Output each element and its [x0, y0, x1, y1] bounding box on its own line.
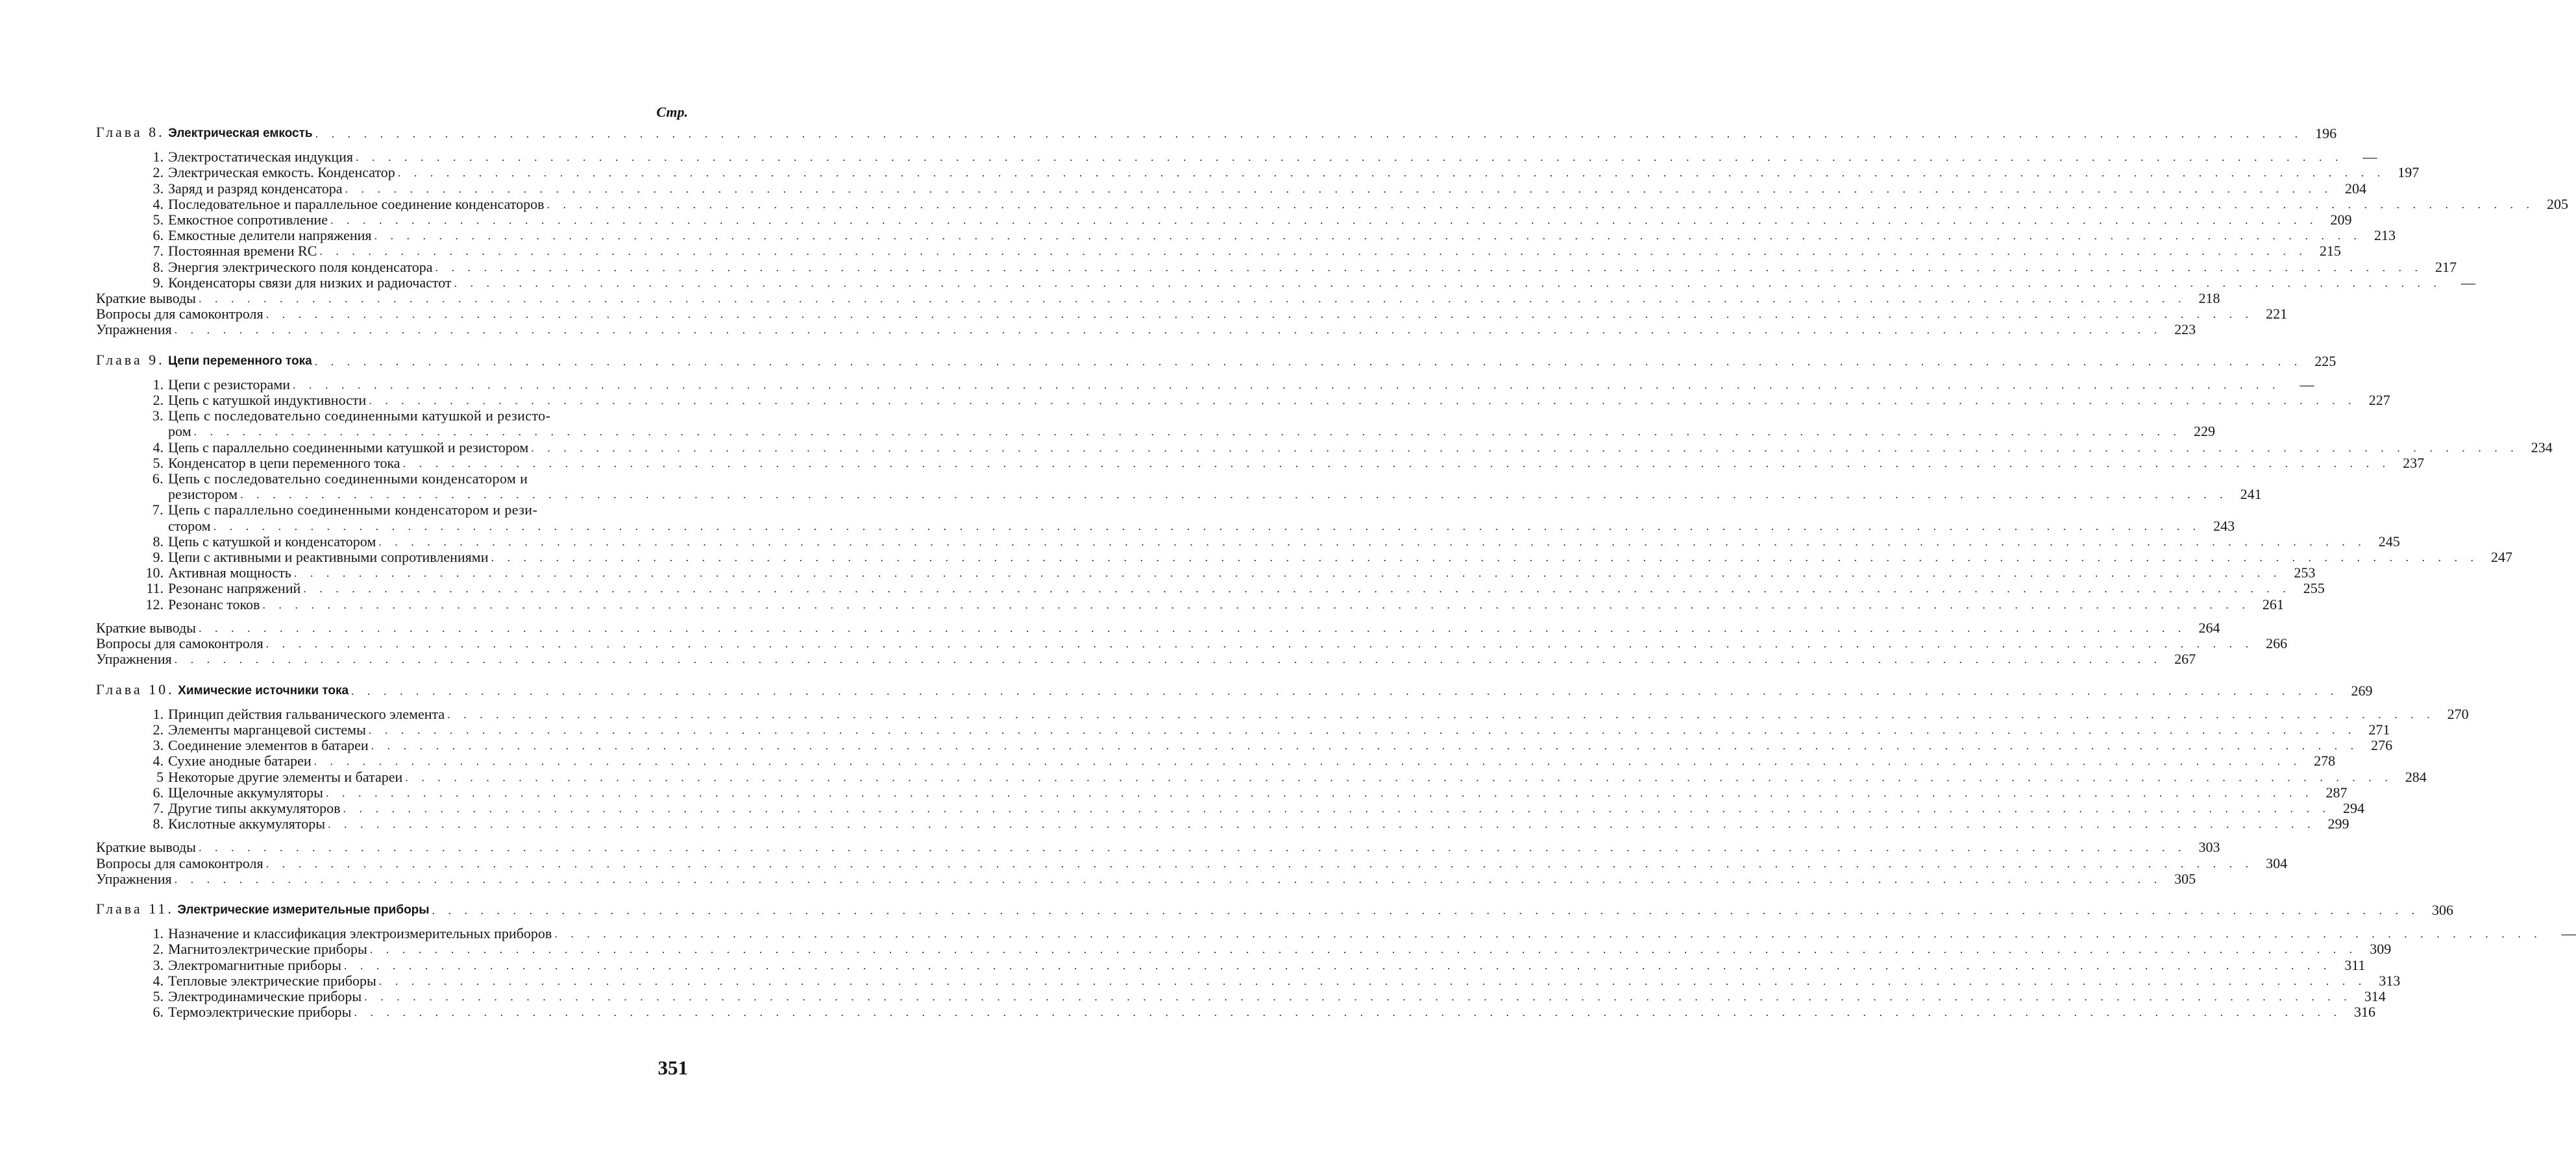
entry-title: Тепловые электрические приборы	[168, 972, 376, 989]
entry-page: 294	[2343, 799, 2365, 816]
dot-leader	[199, 291, 2187, 306]
entry-page: 303	[2198, 839, 2220, 856]
chapter-title: Электрическая емкость	[168, 127, 313, 140]
entry-number: 9.	[153, 274, 164, 291]
dot-leader	[194, 424, 2182, 439]
entry-number: 3.	[153, 180, 164, 197]
dot-leader	[303, 581, 2291, 596]
wrapped-entry	[144, 471, 2232, 502]
dot-leader	[266, 306, 2254, 322]
chapter-title: Электрические измерительные приборы	[177, 903, 430, 917]
entry-text	[144, 1004, 351, 1020]
entry-page: 304	[2266, 854, 2288, 871]
chapter-title-group	[96, 125, 313, 141]
toc-entry	[96, 549, 2512, 566]
toc-entry	[96, 258, 2457, 275]
toc-entry	[96, 533, 2400, 550]
entry-number: 4.	[153, 753, 164, 769]
toc-entry	[96, 392, 2390, 409]
toc-entry	[96, 784, 2348, 801]
dot-leader	[314, 753, 2302, 769]
entry-title: Цепь с катушкой индуктивности	[168, 392, 367, 409]
entry-page: 213	[2374, 227, 2396, 244]
entry-title: Элементы марганцевой системы	[168, 721, 366, 738]
entry-title: Последовательное и параллельное соединение конденсаторов	[168, 195, 545, 212]
entry-title: Электродинамические приборы	[168, 987, 362, 1004]
entry-page: 276	[2371, 737, 2393, 754]
entry-page: 218	[2198, 290, 2220, 307]
entry-title: Вопросы для самоконтроля	[96, 854, 264, 871]
dot-leader	[432, 903, 2420, 918]
entry-title-continued: резистором	[168, 486, 238, 503]
entry-number: 6.	[152, 470, 164, 487]
toc-entry	[96, 816, 2349, 832]
dot-leader	[403, 455, 2391, 471]
entry-page: 264	[2198, 619, 2220, 636]
entry-number: 5.	[153, 987, 164, 1004]
toc-entry	[96, 972, 2401, 989]
entry-text	[144, 597, 260, 612]
toc-entry	[96, 321, 2196, 338]
entry-title: Постоянная времени RC	[168, 243, 317, 260]
dot-leader	[266, 856, 2254, 871]
entry-text	[144, 753, 312, 769]
entry-number: 7.	[153, 243, 164, 260]
entry-text	[144, 926, 552, 941]
dot-leader	[398, 165, 2386, 180]
dot-leader	[364, 989, 2352, 1004]
entry-page: 253	[2294, 564, 2316, 581]
toc-entry	[96, 454, 2425, 471]
entry-page: 223	[2174, 321, 2196, 338]
entry-title: Соединение элементов в батареи	[168, 737, 369, 754]
entry-number: 10.	[145, 564, 164, 581]
chapter-title-group	[96, 352, 312, 369]
entry-page: 266	[2266, 635, 2288, 652]
entry-number: 2.	[153, 721, 164, 738]
chapter-page: 269	[2351, 682, 2373, 699]
dot-leader	[554, 926, 2542, 941]
entry-text	[144, 941, 367, 957]
toc-entry	[96, 149, 2377, 165]
dot-leader	[378, 534, 2366, 550]
table-of-contents	[96, 124, 2576, 1034]
entry-page: 234	[2531, 439, 2553, 455]
entry-page: 217	[2435, 258, 2457, 275]
dot-leader	[175, 322, 2163, 337]
entry-number: 1.	[153, 705, 164, 722]
toc-entry	[96, 854, 2288, 871]
entry-page: 311	[2344, 956, 2366, 973]
toc-entry	[96, 956, 2366, 973]
chapter-label: Глава 10.	[96, 681, 175, 697]
entry-number: 4.	[153, 439, 164, 455]
toc-entry	[96, 870, 2196, 887]
dot-leader	[199, 840, 2187, 855]
entry-page: 309	[2370, 941, 2392, 958]
entry-page: 205	[2547, 195, 2568, 212]
entry-text	[144, 958, 341, 973]
entry-number: 7.	[153, 799, 164, 816]
wrapped-entry	[144, 408, 2185, 439]
entry-text	[144, 243, 317, 259]
toc-entry	[96, 274, 2476, 291]
entry-page: 314	[2364, 987, 2386, 1004]
entry-number: 8.	[153, 258, 164, 275]
entry-text	[144, 455, 400, 471]
entry-line	[144, 487, 2232, 502]
chapter-title-group	[96, 901, 430, 918]
entry-number: 2.	[153, 392, 164, 409]
entry-page: 255	[2303, 580, 2325, 597]
entry-number: 3.	[153, 956, 164, 973]
entry-number: 7.	[152, 502, 164, 518]
entry-text	[144, 534, 376, 550]
entry-text	[144, 197, 545, 212]
toc-entry	[96, 180, 2367, 197]
chapter-heading	[96, 681, 2373, 699]
dot-leader	[315, 354, 2303, 369]
dot-leader	[371, 738, 2359, 753]
toc-entry	[96, 651, 2196, 668]
entry-title: Конденсаторы связи для низких и радиочастот	[168, 274, 452, 291]
entry-number: 11.	[146, 580, 164, 597]
dot-leader	[454, 275, 2442, 291]
dot-leader	[374, 228, 2362, 243]
entry-number: 2.	[153, 164, 164, 181]
entry-page: 243	[2213, 517, 2235, 534]
entry-title: Некоторые другие элементы и батареи	[168, 768, 403, 785]
chapter-heading	[96, 900, 2454, 918]
entry-title: Краткие выводы	[96, 290, 196, 307]
toc-entry	[96, 564, 2316, 581]
dot-leader	[379, 973, 2367, 989]
entry-title: Цепи с резисторами	[168, 376, 291, 393]
entry-page: —	[2362, 149, 2377, 165]
chapter-heading	[96, 124, 2337, 141]
entry-page: 278	[2314, 753, 2336, 769]
entry-text	[144, 260, 432, 275]
chapter-block	[96, 351, 2553, 668]
entry-line	[144, 518, 2205, 534]
dot-leader	[330, 212, 2318, 228]
entry-page: 227	[2368, 392, 2390, 409]
entry-line	[144, 408, 2185, 424]
entry-number: 9.	[153, 549, 164, 566]
entry-number: 3.	[152, 407, 164, 424]
entry-number: 2.	[153, 941, 164, 958]
entry-text	[144, 785, 323, 801]
entry-number: 3.	[153, 737, 164, 754]
entry-page: 209	[2330, 212, 2352, 228]
entry-title: Цепь с параллельно соединенными катушкой и резистором	[168, 439, 529, 455]
entry-line	[144, 471, 2232, 487]
dot-leader	[345, 181, 2333, 197]
entry-title: Краткие выводы	[96, 839, 196, 856]
toc-entry	[96, 987, 2386, 1004]
entry-page: 305	[2174, 870, 2196, 887]
entry-page: 221	[2266, 306, 2288, 322]
dot-leader	[199, 620, 2187, 636]
entry-number: 5	[156, 768, 164, 785]
entry-title: Упражнения	[96, 321, 172, 338]
entry-title: Упражнения	[96, 870, 172, 887]
entry-page: —	[2461, 274, 2476, 291]
entry-page: 270	[2447, 705, 2469, 722]
entry-text	[144, 228, 372, 243]
chapter-block	[96, 900, 2576, 1021]
toc-entry	[96, 164, 2420, 181]
dot-leader	[369, 722, 2357, 738]
page-number: 351	[657, 1056, 688, 1079]
entry-text	[144, 275, 452, 291]
entry-number: 1.	[153, 925, 164, 942]
toc-entry	[96, 306, 2288, 322]
entry-title: Емкостное сопротивление	[168, 212, 328, 228]
entry-text	[144, 738, 369, 753]
toc-entry	[96, 290, 2220, 307]
entry-number: 6.	[153, 227, 164, 244]
entry-title: Кислотные аккумуляторы	[168, 816, 326, 832]
entry-text	[144, 973, 376, 989]
entry-text	[144, 581, 301, 596]
entry-title: Энергия электрического поля конденсатора	[168, 258, 433, 275]
toc-entry	[96, 768, 2427, 785]
dot-leader	[262, 597, 2250, 612]
entry-page: 197	[2398, 164, 2420, 181]
entry-title: Другие типы аккумуляторов	[168, 799, 341, 816]
entry-number: 6.	[153, 1004, 164, 1021]
entry-text	[144, 393, 366, 408]
dot-leader	[315, 126, 2303, 141]
entry-page: 284	[2405, 768, 2427, 785]
entry-page: 247	[2491, 549, 2512, 566]
chapter-page: 196	[2315, 125, 2337, 141]
toc-entry	[96, 580, 2325, 597]
entry-title: Резонанс токов	[168, 596, 260, 612]
entry-title: Магнитоэлектрические приборы	[168, 941, 367, 958]
dot-leader	[175, 651, 2163, 667]
entry-page: 237	[2403, 454, 2425, 471]
toc-entry	[96, 635, 2288, 652]
dot-leader	[405, 769, 2393, 785]
toc-entry	[96, 227, 2396, 244]
entry-title: Вопросы для самоконтроля	[96, 635, 264, 652]
entry-title: Назначение и классификация электроизмерительных приборов	[168, 925, 552, 942]
entry-text	[144, 769, 402, 785]
entry-page: 313	[2379, 972, 2401, 989]
wrapped-entry	[144, 502, 2205, 533]
entry-title: Электрическая емкость. Конденсатор	[168, 164, 395, 181]
entry-page: 271	[2368, 721, 2390, 738]
entry-page: 261	[2262, 596, 2284, 612]
toc-entry	[96, 619, 2220, 636]
toc-entry	[96, 1004, 2375, 1021]
toc-entry	[96, 799, 2365, 816]
dot-leader	[356, 149, 2344, 165]
entry-text	[144, 181, 343, 197]
dot-leader	[447, 707, 2435, 722]
entry-page: —	[2300, 376, 2314, 393]
entry-page: 241	[2240, 486, 2262, 503]
dot-leader	[343, 801, 2331, 816]
entry-title: Конденсатор в цепи переменного тока	[168, 454, 400, 471]
entry-title: Электромагнитные приборы	[168, 956, 341, 973]
chapter-page: 306	[2432, 901, 2454, 918]
chapter-title-group	[96, 682, 349, 699]
dot-leader	[294, 565, 2282, 581]
toc-entry	[96, 376, 2314, 393]
entry-text	[144, 816, 325, 832]
dot-leader	[531, 440, 2519, 455]
chapter-title: Химические источники тока	[178, 683, 349, 697]
dot-leader	[344, 958, 2332, 973]
toc-entry	[96, 705, 2469, 722]
entry-title: Упражнения	[96, 651, 172, 668]
toc-entry	[96, 721, 2390, 738]
toc-entry	[96, 737, 2393, 754]
chapter-title: Цепи переменного тока	[168, 354, 312, 368]
entry-page: 204	[2345, 180, 2367, 197]
dot-leader	[214, 518, 2202, 534]
chapter-block	[96, 124, 2568, 338]
entry-title: Вопросы для самоконтроля	[96, 306, 264, 322]
entry-page: 245	[2378, 533, 2400, 550]
entry-text	[144, 149, 353, 165]
entry-line	[144, 424, 2185, 439]
entry-title-continued: ром	[168, 423, 191, 440]
entry-text	[144, 212, 328, 228]
chapter-heading	[96, 351, 2337, 369]
toc-entry	[96, 925, 2576, 942]
dot-leader	[240, 487, 2228, 502]
entry-text	[144, 989, 362, 1004]
toc-entry	[96, 941, 2392, 958]
entry-title: Щелочные аккумуляторы	[168, 784, 323, 801]
toc-entry	[96, 839, 2220, 856]
dot-leader	[435, 260, 2423, 275]
entry-number: 4.	[153, 195, 164, 212]
entry-text	[144, 722, 366, 738]
entry-text	[144, 707, 445, 722]
entry-number: 5.	[153, 212, 164, 228]
entry-title: Цепь с катушкой и конденсатором	[168, 533, 376, 550]
entry-number: 5.	[153, 454, 164, 471]
entry-title: Термоэлектрические приборы	[168, 1004, 352, 1021]
chapter-label: Глава 11.	[96, 900, 174, 917]
dot-leader	[326, 785, 2314, 801]
entry-title: Заряд и разряд конденсатора	[168, 180, 343, 197]
dot-leader	[547, 197, 2535, 212]
entry-title: Краткие выводы	[96, 619, 196, 636]
dot-leader	[293, 377, 2281, 393]
dot-leader	[266, 636, 2254, 651]
entry-title: Активная мощность	[168, 564, 291, 581]
entry-page: 287	[2325, 784, 2348, 801]
chapter-label: Глава 8.	[96, 124, 165, 140]
entry-number: 12.	[145, 596, 164, 612]
chapter-page: 225	[2314, 352, 2337, 369]
dot-leader	[491, 550, 2479, 565]
entry-number: 1.	[153, 376, 164, 393]
entry-page: —	[2561, 925, 2576, 942]
entry-page: 316	[2353, 1004, 2375, 1021]
entry-text	[144, 801, 341, 816]
entry-title: Цепь с параллельно соединенными конденсатором и рези-	[168, 502, 538, 518]
entry-page: 215	[2319, 243, 2341, 260]
toc-entry	[96, 195, 2568, 212]
toc-entry	[96, 407, 2216, 440]
entry-text	[144, 550, 489, 565]
toc-entry	[96, 753, 2336, 769]
toc-entry	[96, 439, 2553, 455]
entry-text	[144, 440, 528, 455]
dot-leader	[354, 1004, 2342, 1020]
chapter-label: Глава 9.	[96, 351, 165, 368]
toc-entry	[96, 243, 2341, 260]
entry-title: Цепь с последовательно соединенными катушкой и резисто-	[168, 407, 551, 424]
dot-leader	[319, 243, 2307, 259]
entry-line	[144, 502, 2205, 518]
dot-leader	[369, 393, 2357, 408]
entry-number: 8.	[153, 533, 164, 550]
entry-text	[144, 377, 290, 393]
dot-leader	[328, 816, 2316, 832]
entry-page: 299	[2327, 816, 2349, 832]
entry-page: 229	[2194, 423, 2216, 440]
dot-leader	[175, 871, 2163, 887]
entry-title: Сухие анодные батареи	[168, 753, 312, 769]
entry-title: Цепи с активными и реактивными сопротивлениями	[168, 549, 489, 566]
entry-number: 6.	[153, 784, 164, 801]
entry-page: 267	[2174, 651, 2196, 668]
dot-leader	[370, 941, 2358, 957]
entry-title: Емкостные делители напряжения	[168, 227, 372, 244]
entry-number: 1.	[153, 149, 164, 165]
entry-text	[144, 165, 395, 180]
toc-entry	[96, 502, 2235, 534]
chapter-block	[96, 681, 2469, 887]
toc-entry	[96, 470, 2262, 503]
entry-number: 8.	[153, 816, 164, 832]
entry-title: Цепь с последовательно соединенными конденсатором и	[168, 470, 528, 487]
entry-title: Принцип действия гальванического элемента	[168, 705, 445, 722]
entry-number: 4.	[153, 972, 164, 989]
toc-entry	[96, 212, 2352, 228]
entry-title-continued: стором	[168, 517, 211, 534]
entry-text	[144, 565, 291, 581]
entry-title: Резонанс напряжений	[168, 580, 301, 597]
dot-leader	[351, 683, 2339, 699]
entry-title: Электростатическая индукция	[168, 149, 354, 165]
page-column-header: Стр.	[656, 104, 688, 120]
toc-entry	[96, 596, 2284, 612]
